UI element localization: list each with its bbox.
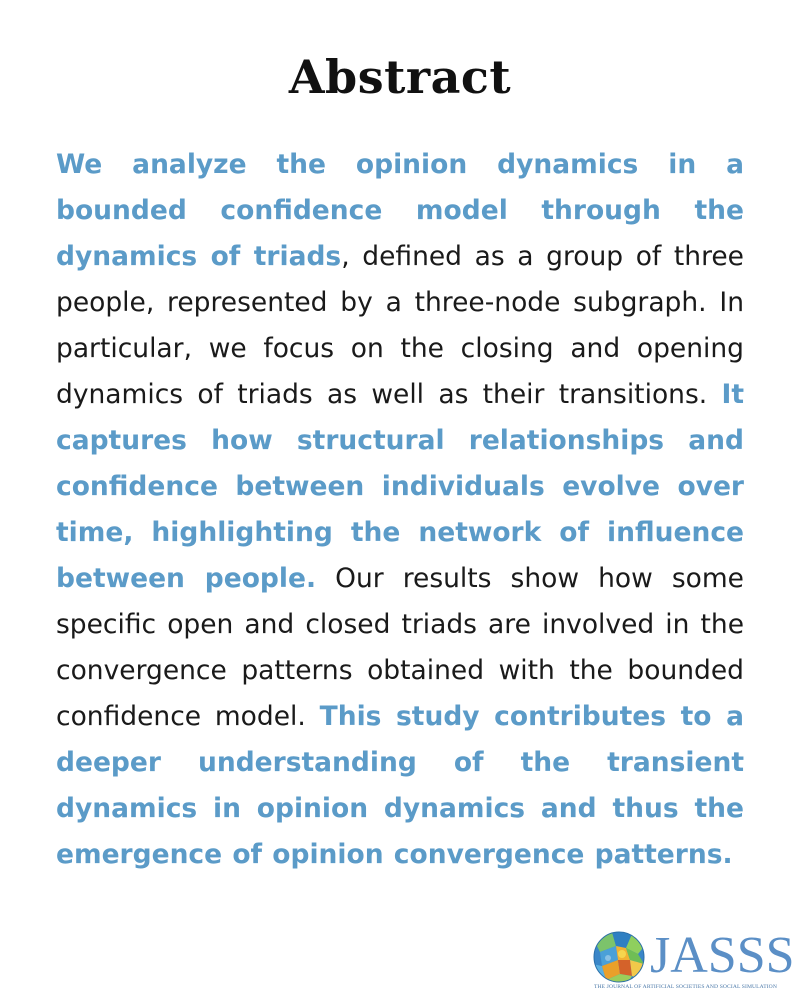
abstract-text-1: , defined as a group of three people, represented by a three-node subgraph. In particular, we focus on the closing and opening dynamics of triads as well as their transitions.: [56, 241, 744, 410]
jasss-logo: [592, 927, 795, 992]
abstract-text-2: Our results show how some specific open and closed triads are involved in the convergence patterns obtained with the bounded confidence model.: [56, 563, 744, 732]
abstract-highlight-3: This study contributes to a deeper understanding of the transient dynamics in opinion dynamics and thus the emergence of opinion convergence patterns.: [56, 701, 745, 870]
globe-mosaic-icon: [592, 930, 646, 984]
abstract-paragraph: [56, 142, 744, 878]
logo-wordmark: JASSS: [650, 927, 795, 984]
page-title: Abstract: [288, 50, 512, 104]
abstract-highlight-1: We analyze the opinion dynamics in a bounded confidence model through the dynamics of triads: [56, 149, 744, 272]
abstract-highlight-2: It captures how structural relationships and confidence between individuals evolve over time, highlighting the network of influence between people.: [56, 379, 744, 594]
logo-subtitle: THE JOURNAL OF ARTIFICIAL SOCIETIES AND SOCIAL SIMULATION: [594, 984, 777, 990]
